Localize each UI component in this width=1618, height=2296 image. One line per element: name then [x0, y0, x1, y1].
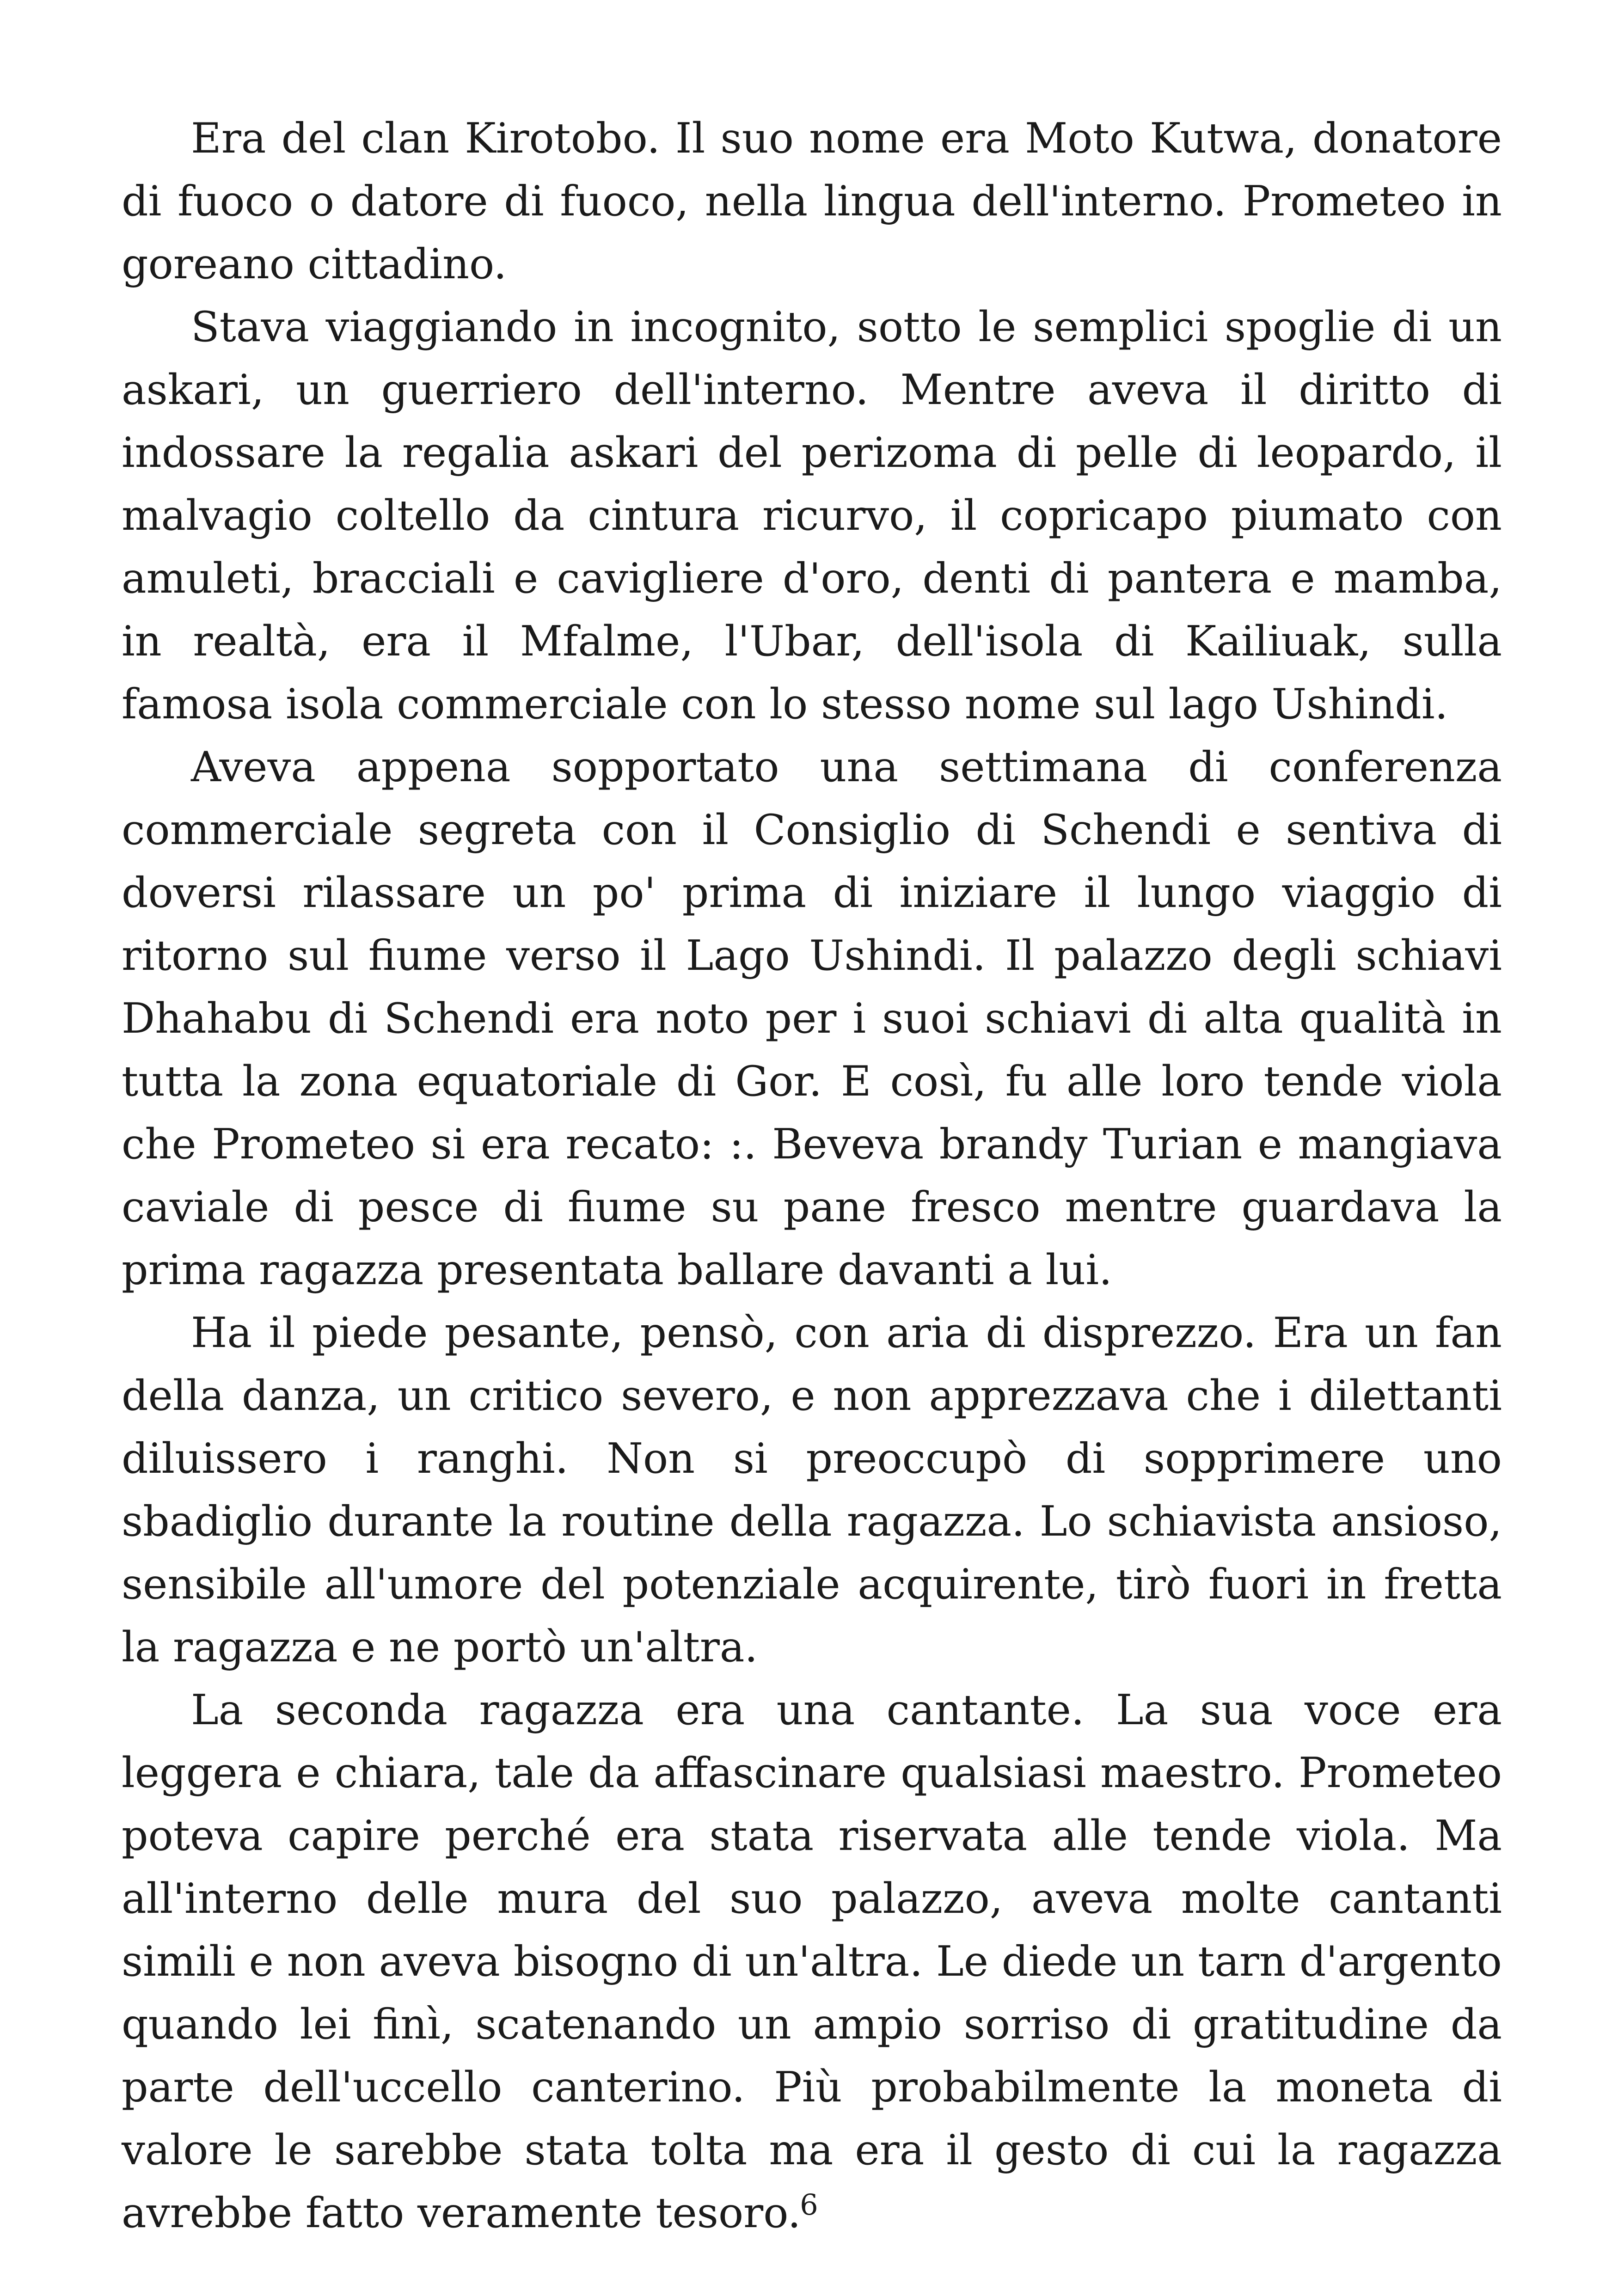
- paragraph-2: Stava viaggiando in incognito, sotto le semplici spoglie di un askari, un guerriero dell'interno. Mentre aveva il diritto di indossare la regalia askari del perizoma di pelle di leopardo, il malvagio coltello da cintura ricurvo, il copricapo piumato con amuleti, bracciali e cavigliere d'oro, denti di pantera e mamba, in realtà, era il Mfalme, l'Ubar, dell'isola di Kailiuak, sulla famosa isola commerciale con lo stesso nome sul lago Ushindi.: [122, 303, 1502, 729]
- text-body: [122, 107, 1502, 2245]
- paragraph-1: Era del clan Kirotobo. Il suo nome era Moto Kutwa, donatore di fuoco o datore di fuoco, nella lingua dell'interno. Prometeo in goreano cittadino.: [122, 114, 1502, 288]
- page-number: 6: [800, 2188, 818, 2222]
- paragraph-5: La seconda ragazza era una cantante. La sua voce era leggera e chiara, tale da affascinare qualsiasi maestro. Prometeo poteva capire perché era stata riservata alle tende viola. Ma all'interno delle mura del suo palazzo, aveva molte cantanti simili e non aveva bisogno di un'altra. Le diede un tarn d'argento quando lei finì, scatenando un ampio sorriso di gratitudine da parte dell'uccello canterino. Più probabilmente la moneta di valore le sarebbe stata tolta ma era il gesto di cui la ragazza avrebbe fatto veramente tesoro.: [122, 1686, 1502, 2237]
- paragraph-4: Ha il piede pesante, pensò, con aria di disprezzo. Era un fan della danza, un critico severo, e non apprezzava che i dilettanti diluissero i ranghi. Non si preoccupò di sopprimere uno sbadiglio durante la routine della ragazza. Lo schiavista ansioso, sensibile all'umore del potenziale acquirente, tirò fuori in fretta la ragazza e ne portò un'altra.: [122, 1309, 1502, 1671]
- paragraph-3: Aveva appena sopportato una settimana di conferenza commerciale segreta con il Consiglio di Schendi e sentiva di doversi rilassare un po' prima di iniziare il lungo viaggio di ritorno sul fiume verso il Lago Ushindi. Il palazzo degli schiavi Dhahabu di Schendi era noto per i suoi schiavi di alta qualità in tutta la zona equatoriale di Gor. E così, fu alle loro tende viola che Prometeo si era recato: :. Beveva brandy Turian e mangiava caviale di pesce di fiume su pane fresco mentre guardava la prima ragazza presentata ballare davanti a lui.: [122, 743, 1502, 1294]
